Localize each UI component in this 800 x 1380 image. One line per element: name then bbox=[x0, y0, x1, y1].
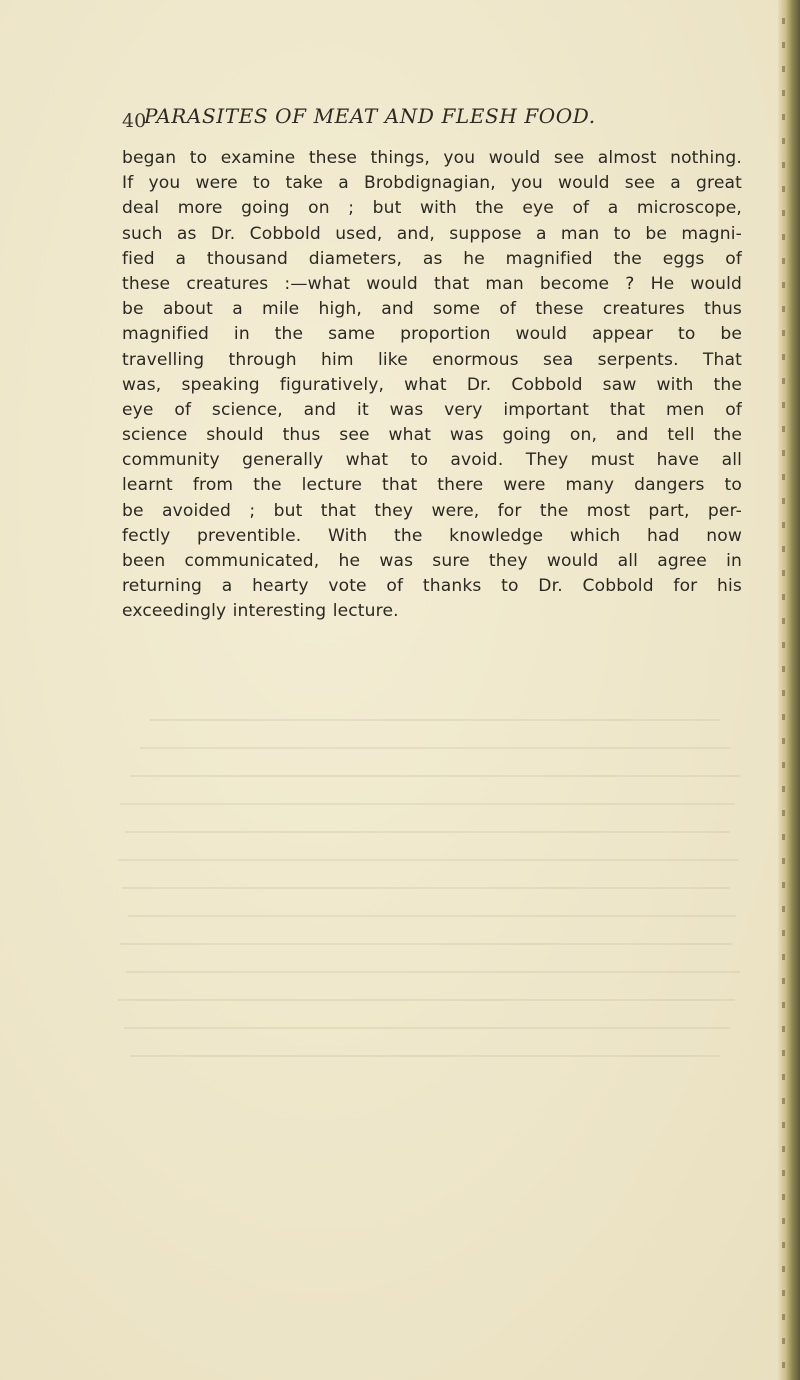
text-line: travelling through him like enormous sea serpents. That bbox=[122, 349, 742, 370]
text-line: magnified in the same proportion would appear to be bbox=[122, 324, 742, 345]
text-line: fectly preventible. With the knowledge which had now bbox=[122, 525, 742, 546]
text-line: be avoided ; but that they were, for the most part, per- bbox=[122, 500, 742, 521]
text-line: community generally what to avoid. They must have all bbox=[122, 450, 742, 471]
text-line: was, speaking figuratively, what Dr. Cobbold saw with the bbox=[122, 374, 742, 395]
text-line-last: exceedingly interesting lecture. bbox=[122, 601, 399, 622]
text-line: fied a thousand diameters, as he magnified the eggs of bbox=[122, 248, 742, 269]
text-line: science should thus see what was going on, and tell the bbox=[122, 425, 742, 446]
body-paragraph bbox=[122, 146, 742, 625]
text-line: If you were to take a Brobdignagian, you would see a great bbox=[122, 173, 742, 194]
page-header bbox=[122, 104, 682, 144]
page-edge-shadow bbox=[778, 0, 800, 1380]
page-number: 40 bbox=[122, 110, 147, 132]
text-line: such as Dr. Cobbold used, and, suppose a man to be magni- bbox=[122, 223, 742, 244]
text-line: eye of science, and it was very important that men of bbox=[122, 399, 742, 420]
text-line: began to examine these things, you would see almost nothing. bbox=[122, 148, 742, 168]
text-line: been communicated, he was sure they would all agree in bbox=[122, 551, 742, 571]
text-line: be about a mile high, and some of these creatures thus bbox=[122, 299, 742, 320]
text-line: deal more going on ; but with the eye of a microscope, bbox=[122, 198, 742, 219]
running-title: PARASITES OF MEAT AND FLESH FOOD. bbox=[144, 104, 596, 128]
text-line: returning a hearty vote of thanks to Dr. Cobbold for his bbox=[122, 576, 742, 597]
text-line: learnt from the lecture that there were many dangers to bbox=[122, 475, 742, 496]
text-line: these creatures :—what would that man become ? He would bbox=[122, 273, 742, 294]
